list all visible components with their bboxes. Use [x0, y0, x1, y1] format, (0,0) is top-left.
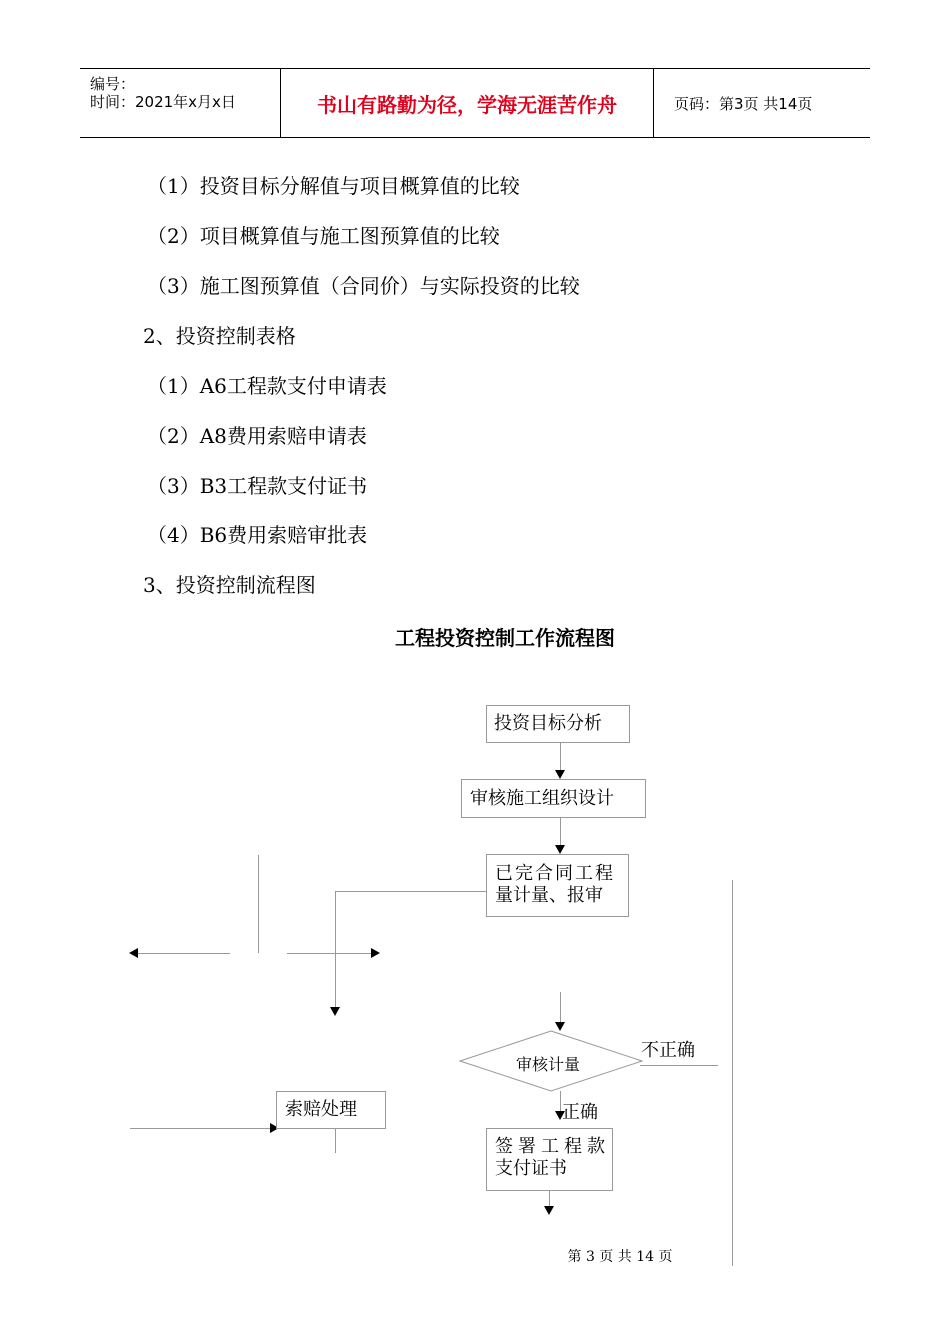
node-measure-line1: 已完合同工程 [495, 863, 615, 884]
arrow-left [129, 948, 138, 958]
edge-label-incorrect: 不正确 [641, 1040, 695, 1061]
left-vertical-line [258, 855, 259, 953]
arrow-down-1 [555, 770, 565, 779]
body-line-3: （3）施工图预算值（合同价）与实际投资的比较 [147, 274, 580, 298]
connector-1 [560, 742, 561, 770]
node-review-measure-label: 审核计量 [516, 1055, 581, 1074]
claim-stub [335, 1128, 336, 1153]
body-line-8: （4）B6费用索赔审批表 [147, 523, 368, 547]
branch-horizontal [335, 891, 487, 892]
node-review-design-label: 审核施工组织设计 [470, 788, 614, 809]
arrow-right [371, 948, 380, 958]
header-meta [80, 69, 281, 137]
page-info-text: 页码：第3页 共14页 [674, 94, 813, 113]
node-sign-certificate [486, 1128, 613, 1191]
body-line-7: （3）B3工程款支付证书 [147, 474, 368, 498]
body-line-4: 2、投资控制表格 [143, 324, 296, 348]
body-line-2: （2）项目概算值与施工图预算值的比较 [147, 224, 500, 248]
arrow-down-branch [330, 1007, 340, 1016]
node-claim-handling [276, 1091, 386, 1129]
body-line-1: （1）投资目标分解值与项目概算值的比较 [147, 174, 520, 198]
branch-vertical [335, 891, 336, 1007]
header-motto: 书山有路勤为径，学海无涯苦作舟 [281, 69, 654, 137]
node-claim-handling-label: 索赔处理 [285, 1099, 357, 1120]
node-sign-line1: 签署工程款 [495, 1136, 610, 1157]
time-label: 时间：2021年x月x日 [90, 93, 236, 111]
connector-2 [560, 817, 561, 845]
page-footer: 第 3 页 共 14 页 [567, 1249, 673, 1265]
edge-label-correct: 正确 [562, 1102, 598, 1123]
node-target-analysis-label: 投资目标分析 [494, 713, 602, 734]
flowchart-title: 工程投资控制工作流程图 [395, 626, 615, 650]
node-target-analysis [486, 705, 630, 743]
incorrect-line [640, 1065, 718, 1066]
node-measure [486, 854, 629, 917]
connector-3 [560, 992, 561, 1022]
right-arrow-line [287, 953, 371, 954]
number-label: 编号： [90, 75, 136, 93]
arrow-down-2 [555, 845, 565, 854]
right-return-line [732, 880, 733, 1266]
arrow-down-5 [544, 1206, 554, 1215]
header-page-info [664, 69, 870, 137]
page-header [80, 68, 870, 138]
claim-input-line [130, 1128, 270, 1129]
node-measure-line2: 量计量、报审 [495, 885, 603, 906]
node-sign-line2: 支付证书 [495, 1158, 567, 1179]
connector-4 [560, 1091, 561, 1111]
left-arrow-line [138, 953, 230, 954]
body-line-9: 3、投资控制流程图 [143, 573, 316, 597]
body-line-5: （1）A6工程款支付申请表 [147, 374, 387, 398]
body-line-6: （2）A8费用索赔申请表 [147, 424, 367, 448]
node-review-design [461, 779, 646, 818]
